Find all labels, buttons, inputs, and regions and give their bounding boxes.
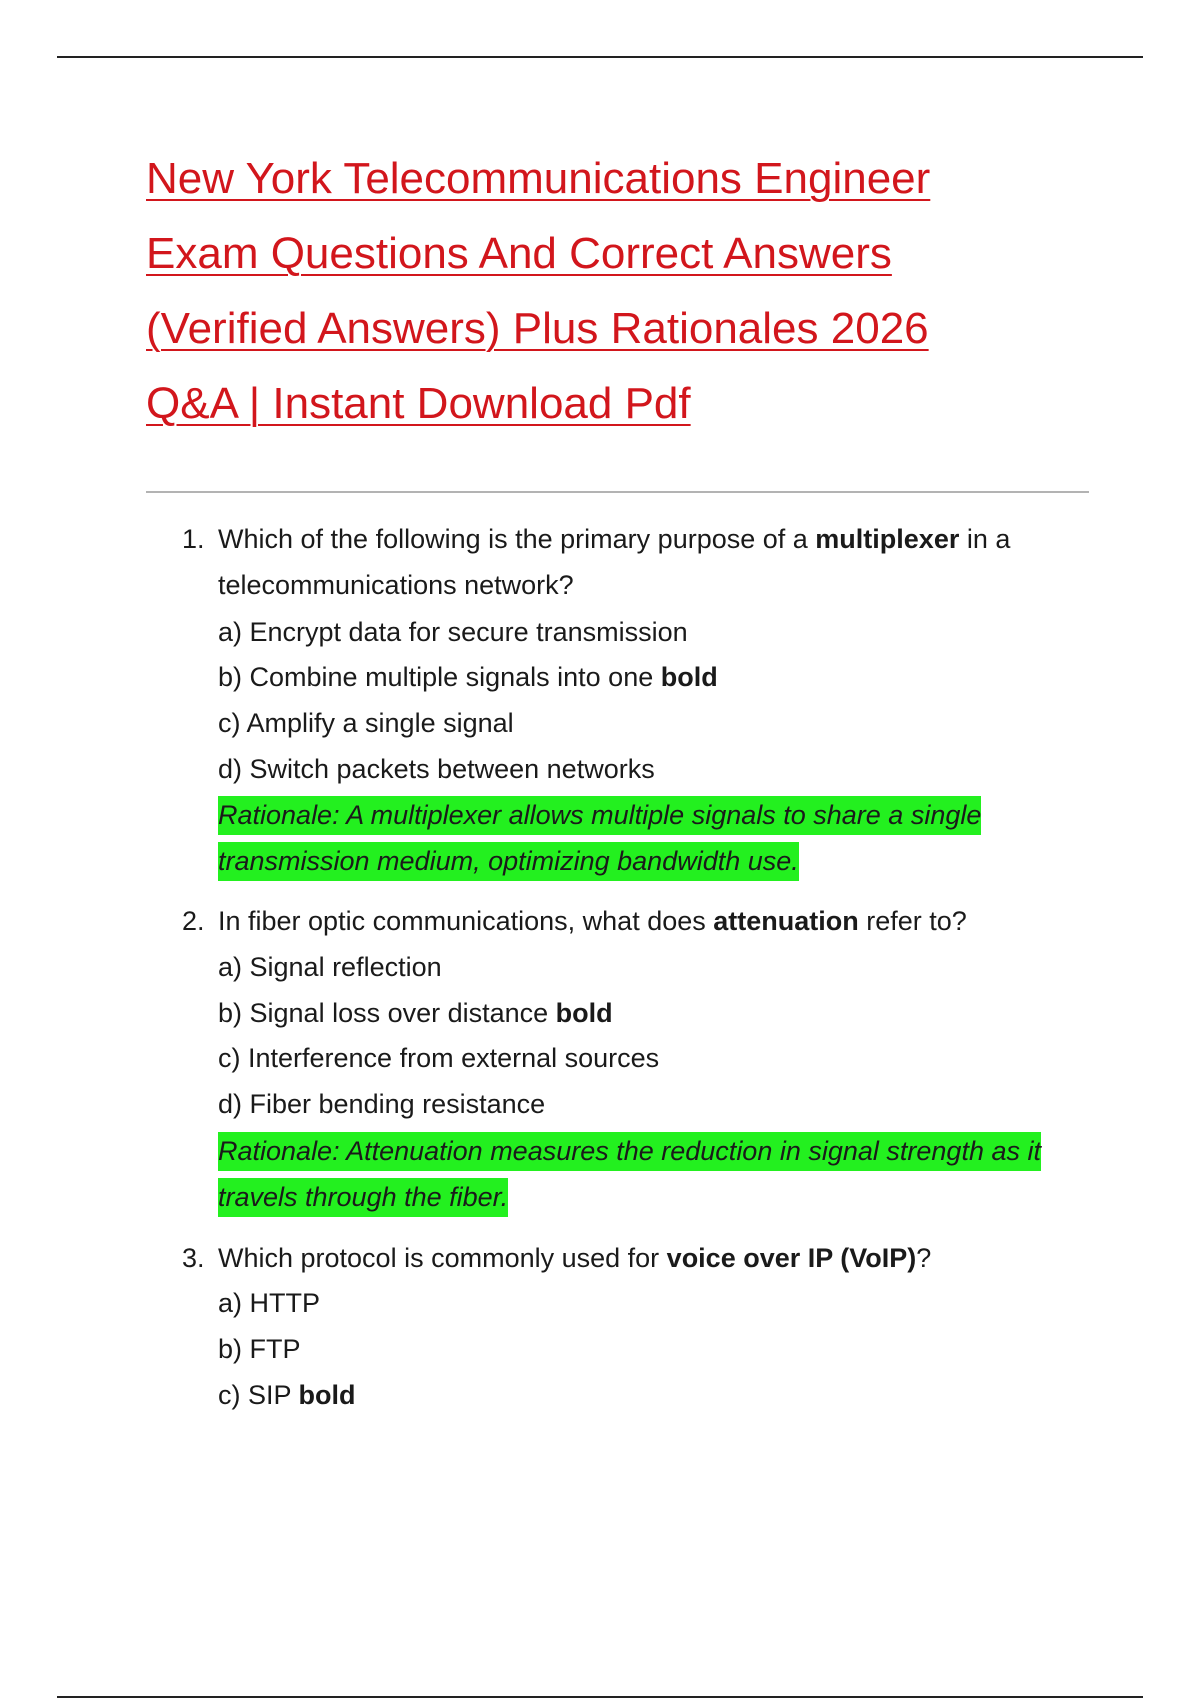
answer-option xyxy=(218,1280,320,1326)
option-bold-marker: bold xyxy=(298,1380,356,1410)
question-text-part: Which of the following is the primary purpose of a xyxy=(218,524,816,554)
title-divider xyxy=(146,491,1089,493)
option-text: d) Switch packets between networks xyxy=(218,754,655,784)
question-1-stem xyxy=(182,516,1082,608)
option-text: c) SIP xyxy=(218,1380,299,1410)
option-bold-marker: bold xyxy=(555,998,613,1028)
question-text xyxy=(218,1235,1082,1281)
question-number: 2. xyxy=(182,906,205,936)
question-text xyxy=(218,898,1082,944)
answer-option xyxy=(218,609,688,655)
option-text: c) Interference from external sources xyxy=(218,1043,660,1073)
title-line xyxy=(146,366,1106,441)
question-keyword: attenuation xyxy=(713,906,859,936)
question-2-stem xyxy=(182,898,1082,944)
answer-option xyxy=(218,654,718,700)
option-text: c) Amplify a single signal xyxy=(218,708,514,738)
title-line xyxy=(146,216,1106,291)
option-text: b) Signal loss over distance xyxy=(218,998,556,1028)
option-text: a) HTTP xyxy=(218,1288,321,1318)
option-text: b) FTP xyxy=(218,1334,301,1364)
document-title xyxy=(146,141,1106,441)
rationale-text: Rationale: Attenuation measures the reduction in signal strength as it travels through the fiber. xyxy=(218,1132,1041,1217)
title-link-text[interactable]: Exam Questions And Correct Answers xyxy=(146,229,892,278)
question-text-part: In fiber optic communications, what does xyxy=(218,906,714,936)
answer-option xyxy=(218,700,514,746)
answer-option xyxy=(218,1372,356,1418)
title-line xyxy=(146,291,1106,366)
option-text: a) Signal reflection xyxy=(218,952,442,982)
option-text: a) Encrypt data for secure transmission xyxy=(218,617,688,647)
question-number: 3. xyxy=(182,1243,205,1273)
question-keyword: voice over IP (VoIP) xyxy=(666,1243,917,1273)
title-link-text[interactable]: (Verified Answers) Plus Rationales 2026 xyxy=(146,304,929,353)
option-text: b) Combine multiple signals into one xyxy=(218,662,661,692)
rationale-highlight xyxy=(218,1128,1078,1220)
question-text-part: Which protocol is commonly used for xyxy=(218,1243,667,1273)
question-3-stem xyxy=(182,1235,1082,1281)
rationale-text: Rationale: A multiplexer allows multiple signals to share a single transmission medium, optimizing bandwidth use. xyxy=(218,796,981,881)
rationale-highlight xyxy=(218,792,1078,884)
answer-option xyxy=(218,990,613,1036)
page-bottom-rule xyxy=(57,1696,1143,1698)
title-line xyxy=(146,141,1106,216)
question-keyword: multiplexer xyxy=(815,524,960,554)
answer-option xyxy=(218,746,655,792)
title-link-text[interactable]: Q&A | Instant Download Pdf xyxy=(146,379,691,428)
option-text: d) Fiber bending resistance xyxy=(218,1089,546,1119)
answer-option xyxy=(218,1081,545,1127)
answer-option xyxy=(218,1035,659,1081)
question-text xyxy=(218,516,1082,608)
answer-option xyxy=(218,944,442,990)
option-bold-marker: bold xyxy=(660,662,718,692)
question-number: 1. xyxy=(182,524,205,554)
answer-option xyxy=(218,1326,301,1372)
question-text-part: ? xyxy=(916,1243,932,1273)
question-text-part: in a telecommunications network? xyxy=(218,524,1011,600)
title-link-text[interactable]: New York Telecommunications Engineer xyxy=(146,154,931,203)
page-top-rule xyxy=(57,56,1143,58)
question-text-part: refer to? xyxy=(858,906,967,936)
